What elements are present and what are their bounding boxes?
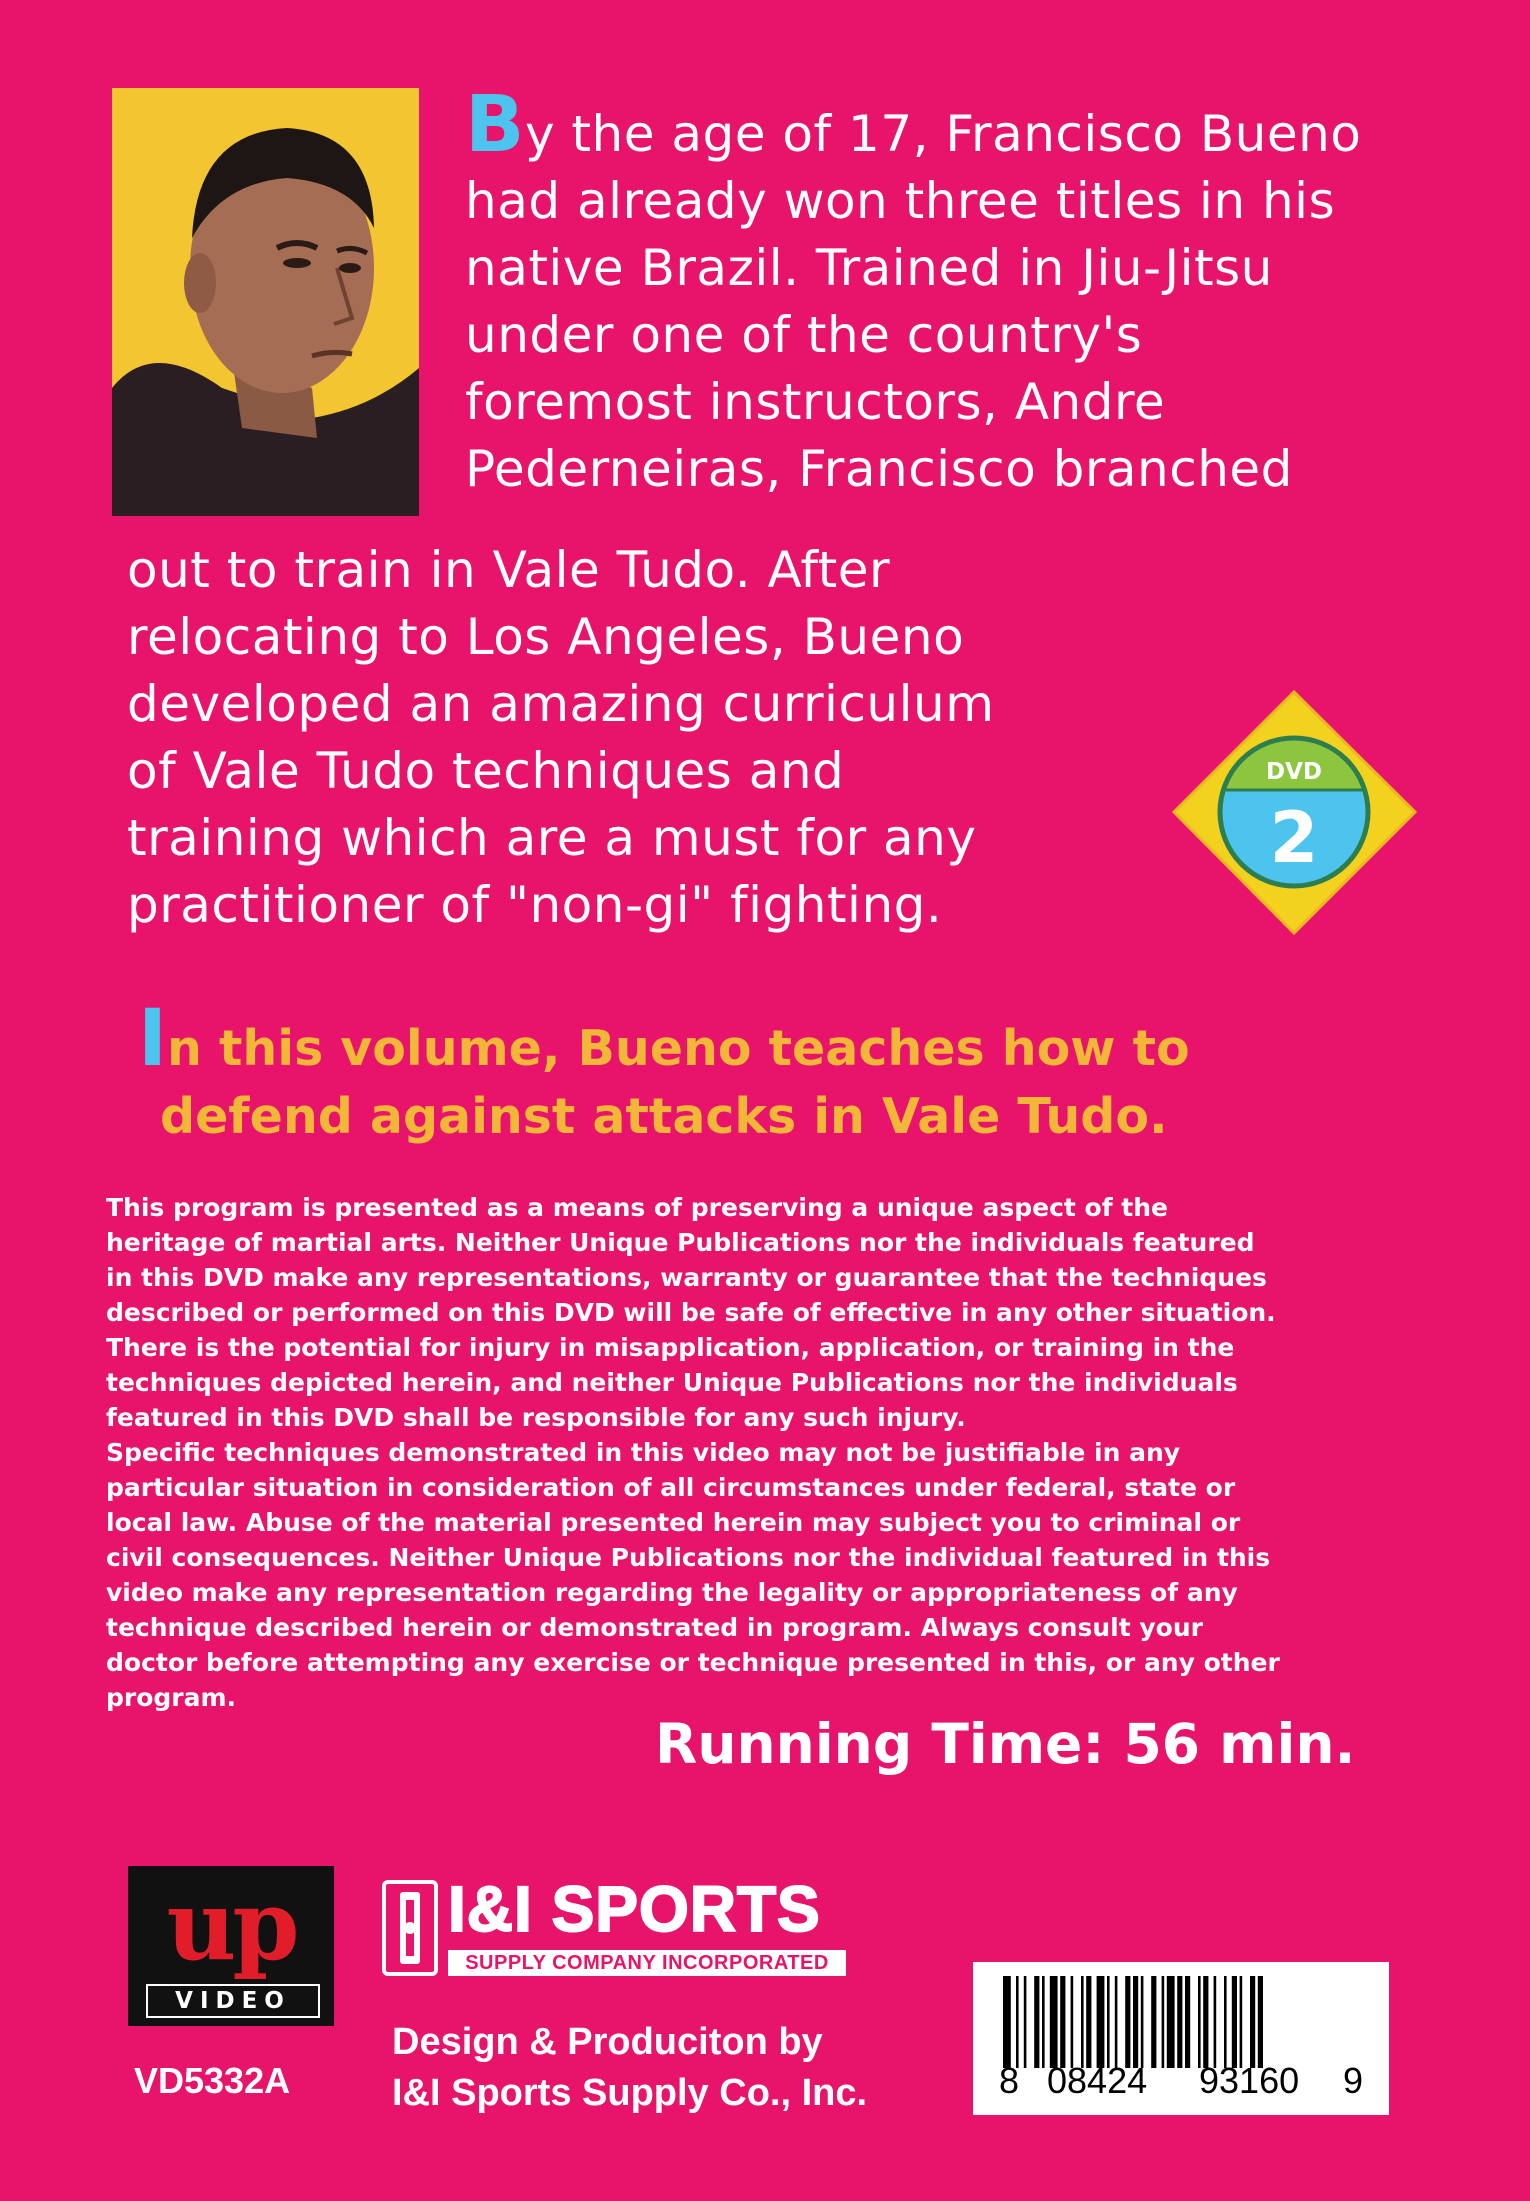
barcode-bar <box>1086 1976 1091 2068</box>
disclaimer-line: described or performed on this DVD will be safe of effective in any other situation. <box>106 1298 1276 1327</box>
barcode-digits <box>973 2060 1389 2110</box>
disclaimer-line: video make any representation regarding the legality or appropriateness of any <box>106 1578 1238 1607</box>
barcode-bar <box>1224 1976 1227 2068</box>
headline-line-1: n this volume, Bueno teaches how to <box>167 1020 1190 1077</box>
upc-barcode <box>973 1962 1389 2115</box>
barcode-digit-group: 93160 <box>1199 2060 1300 2101</box>
barcode-bar <box>1133 1976 1138 2068</box>
barcode-bar <box>1167 1976 1175 2068</box>
barcode-bar <box>1107 1976 1110 2068</box>
intro-line: relocating to Los Angeles, Bueno <box>127 608 965 666</box>
intro-line: of Vale Tudo techniques and <box>127 742 845 800</box>
dropcap-i: I <box>138 994 168 1084</box>
disclaimer-line: local law. Abuse of the material presented herein may subject you to criminal or <box>106 1508 1241 1537</box>
barcode-bar <box>1115 1976 1118 2068</box>
barcode-bar <box>1125 1976 1130 2068</box>
dvd-badge-label: DVD <box>1266 759 1322 785</box>
dvd-volume-badge <box>1172 690 1417 935</box>
intro-line: native Brazil. Trained in Jiu-Jitsu <box>465 239 1273 297</box>
intro-continued <box>127 537 1127 939</box>
portrait-photo <box>112 88 419 516</box>
disclaimer-line: doctor before attempting any exercise or technique presented in this, or any other <box>106 1648 1280 1677</box>
running-time: Running Time: 56 min. <box>655 1712 1356 1776</box>
intro-line: training which are a must for any <box>127 809 977 867</box>
credits-line-2: I&I Sports Supply Co., Inc. <box>392 2072 868 2114</box>
barcode-bar <box>1185 1976 1190 2068</box>
intro-line: out to train in Vale Tudo. After <box>127 541 891 599</box>
dropcap-b: B <box>465 80 525 170</box>
barcode-bar <box>1034 1976 1039 2068</box>
barcode-bar <box>1214 1976 1217 2068</box>
barcode-bar <box>1203 1976 1208 2068</box>
barcode-digit-group: 08424 <box>1047 2060 1148 2101</box>
ii-sports-mark-icon <box>382 1880 438 1976</box>
barcode-bar <box>1060 1976 1065 2068</box>
barcode-bar <box>1042 1976 1045 2068</box>
ii-sports-logo <box>382 1873 852 1980</box>
up-logo-mark: up <box>166 1869 296 1982</box>
production-credits <box>392 2017 867 2119</box>
ii-sports-tagline: SUPPLY COMPANY INCORPORATED <box>448 1950 846 1976</box>
disclaimer-line: Specific techniques demonstrated in this video may not be justifiable in any <box>106 1438 1181 1467</box>
disclaimer-line: particular situation in consideration of all circumstances under federal, state or <box>106 1473 1236 1502</box>
barcode-bar <box>1232 1976 1237 2068</box>
barcode-bar <box>1162 1976 1165 2068</box>
barcode-bar <box>1151 1976 1156 2068</box>
headline-line-2: defend against attacks in Vale Tudo. <box>160 1088 1168 1145</box>
ii-sports-brand: I&I SPORTS <box>448 1873 821 1945</box>
barcode-bar <box>1250 1976 1255 2068</box>
barcode-bar <box>1016 1976 1019 2068</box>
intro-line: had already won three titles in his <box>465 172 1336 230</box>
intro-line: y the age of 17, Francisco Bueno <box>524 105 1362 163</box>
intro-line: practitioner of "non-gi" fighting. <box>127 876 943 934</box>
intro-paragraph <box>465 80 1475 503</box>
disclaimer-line: technique described herein or demonstrated in program. Always consult your <box>106 1613 1203 1642</box>
barcode-bar <box>1081 1976 1084 2068</box>
barcode-bar <box>1258 1976 1263 2068</box>
disclaimer-line: This program is presented as a means of preserving a unique aspect of the <box>106 1193 1168 1222</box>
legal-disclaimer <box>106 1190 1426 1715</box>
intro-line: under one of the country's <box>465 306 1143 364</box>
barcode-digit-group: 8 <box>999 2060 1020 2101</box>
disclaimer-line: There is the potential for injury in misapplication, application, or training in the <box>106 1333 1235 1362</box>
barcode-bar <box>1071 1976 1074 2068</box>
dvd-badge-number: 2 <box>1269 797 1319 879</box>
up-video-logo <box>128 1866 334 2026</box>
product-code: VD5332A <box>134 2060 291 2101</box>
disclaimer-line: heritage of martial arts. Neither Unique Publications nor the individuals featured <box>106 1228 1255 1257</box>
intro-line: foremost instructors, Andre <box>465 373 1166 431</box>
intro-line: developed an amazing curriculum <box>127 675 995 733</box>
barcode-bar <box>1177 1976 1182 2068</box>
barcode-bar <box>1240 1976 1243 2068</box>
disclaimer-line: featured in this DVD shall be responsible for any such injury. <box>106 1403 966 1432</box>
barcode-bar <box>1050 1976 1058 2068</box>
barcode-bar <box>1198 1976 1201 2068</box>
disclaimer-line: in this DVD make any representations, warranty or guarantee that the techniques <box>106 1263 1267 1292</box>
barcode-digit-group: 9 <box>1343 2060 1364 2101</box>
headline <box>138 994 1438 1151</box>
disclaimer-line: program. <box>106 1683 237 1712</box>
disclaimer-line: civil consequences. Neither Unique Publications nor the individual featured in this <box>106 1543 1271 1572</box>
up-logo-video-label: VIDEO <box>146 1984 320 2018</box>
barcode-bar <box>1003 1976 1011 2068</box>
credits-line-1: Design & Produciton by <box>392 2021 823 2063</box>
barcode-bar <box>1097 1976 1105 2068</box>
intro-line: Pederneiras, Francisco branched <box>465 440 1293 498</box>
barcode-bars <box>1003 1976 1359 2068</box>
barcode-bar <box>1024 1976 1027 2068</box>
disclaimer-line: techniques depicted herein, and neither Unique Publications nor the individuals <box>106 1368 1238 1397</box>
barcode-bar <box>1141 1976 1144 2068</box>
